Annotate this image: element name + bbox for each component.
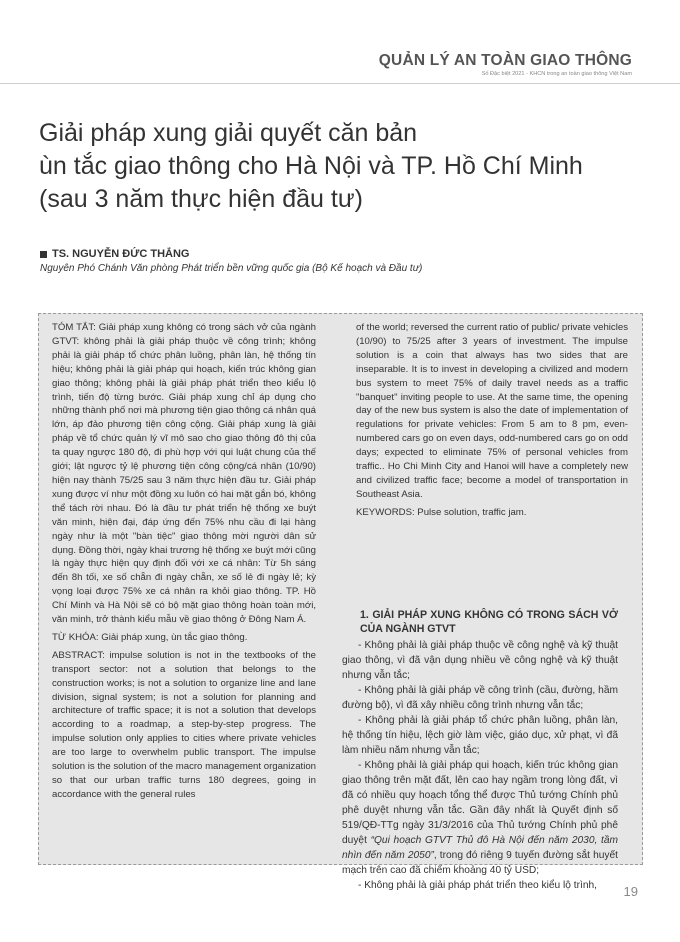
keywords-text: Pulse solution, traffic jam. (414, 506, 527, 518)
body-paragraph-2: - Không phải là giải pháp về công trình (cầu, đường, hầm đường bộ), vì đã xây nhiều công trình nhưng vẫn tắc; (342, 685, 618, 711)
body-p4-italic: “Qui hoạch GTVT Thủ đô Hà Nội đến năm 2030, tầm nhìn đến năm 2050” (342, 835, 618, 861)
author-name: TS. NGUYỄN ĐỨC THẮNG (52, 248, 190, 260)
header-divider (0, 83, 680, 84)
keywords-label: KEYWORDS: (356, 506, 415, 518)
tomtat-text: Giải pháp xung không có trong sách vở của ngành GTVT: không phải là giải pháp thuộc về công trình; không phải là giải pháp tổ chức phân luồng, phân làn, hệ thống tín hiệu; không phải là giải pháp qui hoạch, kiến trúc không gian giao thông; không phải là giải pháp phát triển theo kiểu lộ trình, tiến độ từng bước. Giải pháp xung chỉ áp dụng cho những thành phố nơi mà phương tiện giao thông cá nhân quá lớn, áp đảo phương tiện công cộng. Giải pháp xung là giải pháp về tổ chức quản lý vĩ mô sao cho giao thông đô thị của ta quay ngược 180 độ, đi phù hợp với qui luật chung của thế giới; lật ngược tỷ lệ phương tiện công cộng/cá nhân (10/90) hiện nay thành 75/25 sau 3 năm thực hiện đầu tư. Giải pháp xung được ví như một đồng xu luôn có hai mặt gắn bó, không thể tách rời nhau. Đó là đầu tư phát triển hệ thống xe buýt văn minh, hiện đại, đáp ứng đến 75% nhu cầu đi lại hàng ngày như là một "bàn tiệc" giao thông mời người dân sử dụng. Đồng thời, ngày khai trương hệ thống xe buýt mới cũng là ngày thực hiện quy định đối với xe cá nhân: Từ 5h sáng đến 8h tối, xe số chẵn đi ngày chẵn, xe số lẻ đi ngày lẻ; kỳ vọng loại được 75% xe cá nhân ra khỏi giao thông. TP. Hồ Chí Minh và Hà Nội sẽ có bộ mặt giao thông hoàn toàn mới, văn minh, trở thành kiểu mẫu về giao thông ở Đông Nam Á. (52, 322, 317, 626)
summary-right-column (356, 321, 628, 524)
tomtat-label: TÓM TẮT: (52, 322, 96, 333)
tukhoa-text: Giải pháp xung, ùn tắc giao thông. (98, 631, 248, 643)
body-column (342, 608, 618, 893)
body-paragraph-5: - Không phải là giải pháp phát triển theo kiểu lộ trình, (358, 880, 598, 891)
abstract-continued: of the world; reversed the current ratio of public/ private vehicles (10/90) to 75/25 after 3 years of investment. The impulse solution is a coin that always has two sides that are inseparable. It is to invest in developing a civilized and modern bus system to meet 75% of daily travel needs as a traffic "banquet" inviting people to use. At the same time, the opening day of the new bus system is also the date of implementation of regulations for private vehicles: From 5 am to 8 pm, even-numbered cars go on even days, odd-numbered cars go on odd days; expected to eliminate 75% of personal vehicles from traffic.. Ho Chi Minh City and Hanoi will have a completely new and civilized traffic face; become a model of transportation in Southeast Asia. (356, 322, 628, 500)
section-header: QUẢN LÝ AN TOÀN GIAO THÔNG (378, 52, 632, 69)
tukhoa-paragraph (52, 631, 316, 645)
article-title (39, 117, 599, 216)
title-line-1: Giải pháp xung giải quyết căn bản (39, 119, 418, 147)
abstract-paragraph (52, 649, 316, 802)
body-paragraph-3: - Không phải là giải pháp tổ chức phân luồng, phân làn, hệ thống tín hiệu, lệch giờ làm việc, giáo dục, xử phạt, vì đã làm nhiều năm nhưng vẫn tắc; (342, 715, 618, 756)
keywords-paragraph (356, 506, 628, 520)
title-line-2: ùn tắc giao thông cho Hà Nội và TP. Hồ Chí Minh (39, 152, 583, 180)
abstract-label: ABSTRACT: (52, 649, 105, 661)
body-p4-text-a: - Không phải là giải pháp qui hoạch, kiến trúc không gian giao thông trên mặt đất, lên cao hay ngầm trong lòng đất, vì đã có nhiều quy hoạch tổng thể được Thủ tướng Chính phủ phê duyệt nhưng vẫn tắc. Gần đây nhất là Quyết định số 519/QĐ-TTg ngày 31/3/2016 của Thủ tướng Chính phủ phê duyệt (342, 760, 618, 846)
author-affiliation: Nguyên Phó Chánh Văn phòng Phát triển bền vững quốc gia (Bộ Kế hoạch và Đầu tư) (40, 263, 423, 274)
page-number: 19 (623, 884, 638, 899)
abstract-text-left: impulse solution is not in the textbooks of the transport sector: not a solution that belongs to the construction works; is not a solution to organize line and lane division, signal system; is not a solution for planning and architecture of traffic space; it is not a solution that develops according to a roadmap, a step-by-step progress. The impulse solution only applies to cities where private vehicles are too large to overwhelm public transport. The impulse solution is the solution of the macro management organization so that our urban traffic turns 180 degrees, going in accordance with the general rules (52, 649, 316, 800)
body-paragraph-4 (342, 758, 618, 878)
title-line-3: (sau 3 năm thực hiện đầu tư) (39, 185, 363, 213)
author-line (40, 248, 189, 260)
body-paragraph-1: - Không phải là giải pháp thuộc về công nghệ và kỹ thuật giao thông, vì đã vận dụng nhiều về công nghệ và kỹ thuật nhưng vẫn tắc; (342, 640, 618, 681)
tomtat-paragraph (52, 321, 316, 627)
section-heading: 1. GIẢI PHÁP XUNG KHÔNG CÓ TRONG SÁCH VỞ CỦA NGÀNH GTVT (360, 609, 618, 635)
body-p4-text-b: , trong đó riêng 9 tuyến đường sắt huyết mạch trên cao đã chiếm khoảng 40 tỷ USD; (342, 850, 618, 876)
tukhoa-label: TỪ KHÓA: (52, 631, 99, 643)
square-bullet-icon (40, 251, 47, 258)
issue-subtitle: Số Đặc biệt 2021 - KHCN trong an toàn giao thông Việt Nam (481, 71, 632, 77)
summary-left-column (52, 321, 316, 806)
